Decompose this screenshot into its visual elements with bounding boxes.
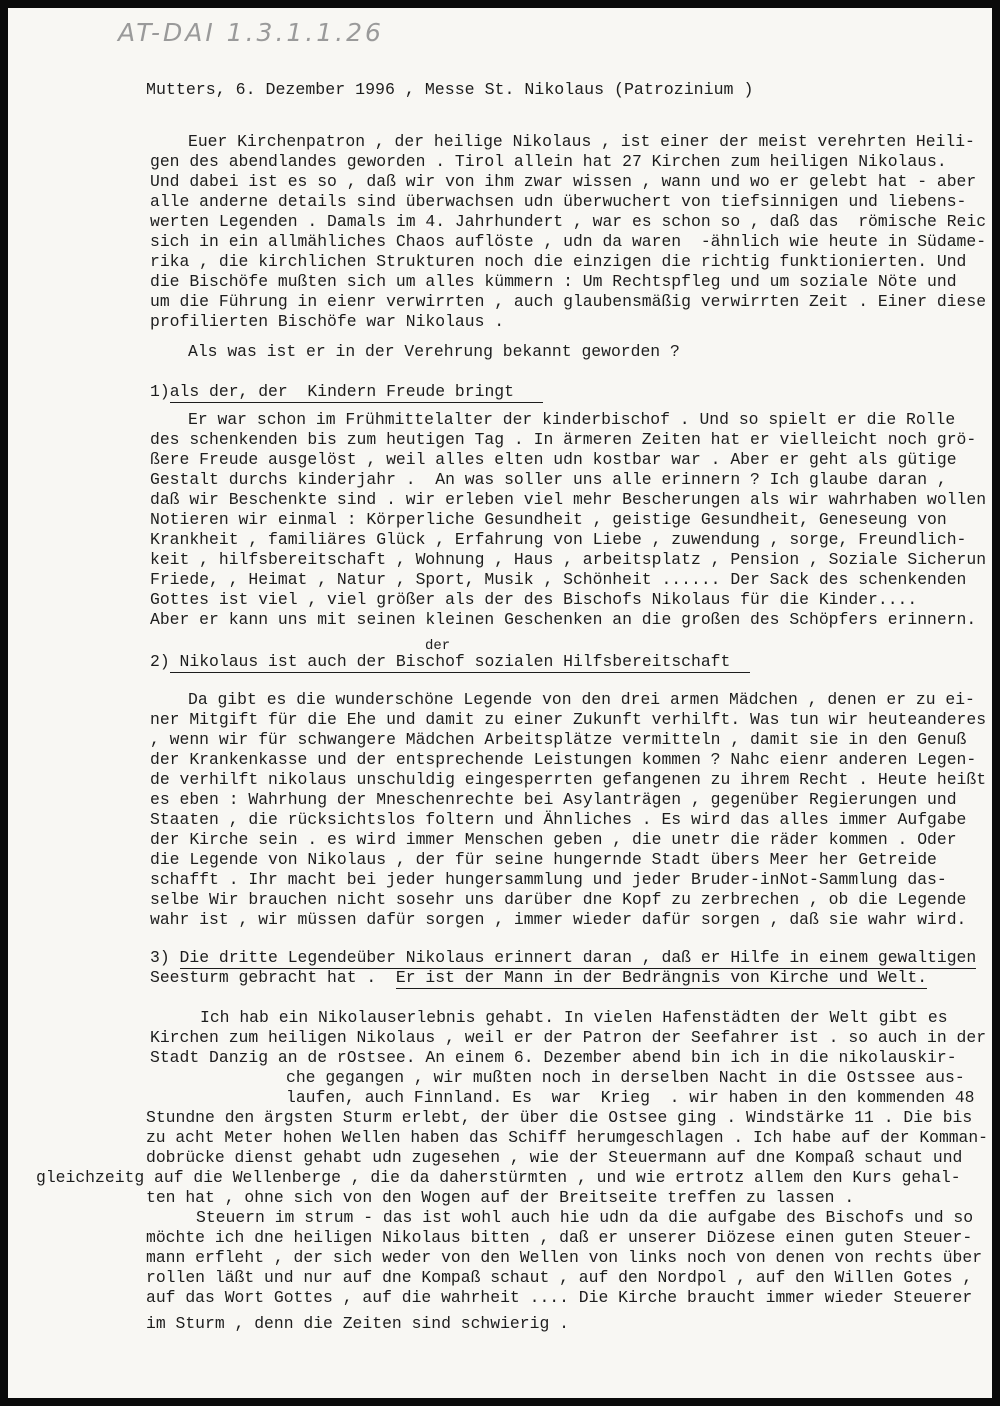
text-line: rollen läßt und nur auf dne Kompaß schaut , auf den Nordpol , auf den Willen Gotes ,	[146, 1268, 973, 1287]
text-line: die Legende von Nikolaus , der für seine hungernde Stadt übers Meer her Getreide	[150, 850, 937, 869]
text-line: möchte ich dne heiligen Nikolaus bitten , daß er unserer Diözese einen guten Steuer-	[146, 1228, 973, 1247]
text-line: rika , die kirchlichen Strukturen noch die einzigen die richtig funktionierten. Und	[150, 252, 967, 271]
section-title: Die dritte Legendeüber Nikolaus erinnert daran , daß er Hilfe in einem gewaltigen	[179, 948, 977, 967]
section-heading-2	[150, 652, 750, 672]
text-line: alle anderne details sind überwachsen udn überwuchert von tiefsinnigen und liebens-	[150, 192, 967, 211]
text-line: um die Führung in eienr verwirrten , auch glaubensmäßig verwirrten Zeit . Einer diese	[150, 292, 987, 311]
text-line: Stadt Danzig an de rOstsee. An einem 6. Dezember abend bin ich in die nikolauskir-	[150, 1048, 957, 1067]
text-line: Steuern im strum - das ist wohl auch hie udn da die aufgabe des Bischofs und so	[196, 1208, 974, 1227]
text-line: Gottes ist viel , viel größer als der des Bischofs Nikolaus für die Kinder....	[150, 590, 918, 609]
section-title: Nikolaus ist auch der Bischof sozialen Hilfsbereitschaft	[169, 652, 751, 671]
text-line: , wenn wir für schwangere Mädchen Arbeitsplätze vermitteln , damit sie in den Genuß	[150, 730, 967, 749]
section-number: 1)	[150, 382, 170, 401]
text-line: mann erfleht , der sich weder von den Wellen von links noch von denen von rechts über	[146, 1248, 983, 1267]
text-line: ner Mitgift für die Ehe und damit zu einer Zukunft verhilft. Was tun wir heuteanderes	[150, 710, 987, 729]
section-heading-1	[150, 382, 543, 402]
text-line: Kirchen zum heiligen Nikolaus , weil er der Patron der Seefahrer ist . so auch in der	[150, 1028, 987, 1047]
section-emphasis: Er ist der Mann in der Bedrängnis von Kirche und Welt.	[395, 968, 928, 987]
text-line: laufen, auch Finnland. Es war Krieg . wir haben in den kommenden 48	[286, 1088, 975, 1107]
section-heading-3-continued	[150, 968, 927, 988]
question-line: Als was ist er in der Verehrung bekannt geworden ?	[188, 342, 680, 361]
archive-reference: AT-DAI 1.3.1.1.26	[118, 18, 384, 47]
text-line: Er war schon im Frühmittelalter der kinderbischof . Und so spielt er die Rolle	[188, 410, 956, 429]
text-line: es eben : Wahrhung der Mneschenrechte bei Asylanträgen , gegenüber Regierungen und	[150, 790, 957, 809]
text-line: profilierten Bischöfe war Nikolaus .	[150, 312, 505, 331]
text-line: auf das Wort Gottes , auf die wahrheit .... Die Kirche braucht immer wieder Steuerer	[146, 1288, 973, 1307]
text-line: selbe Wir brauchen nicht sosehr uns darüber dne Kopf zu zerbrechen , ob die Legende	[150, 890, 967, 909]
text-line: des schenkenden bis zum heutigen Tag . In ärmeren Zeiten hat er vielleicht noch grö-	[150, 430, 977, 449]
text-line: Euer Kirchenpatron , der heilige Nikolaus , ist einer der meist verehrten Heili-	[188, 132, 975, 151]
text-line: Notieren wir einmal : Körperliche Gesundheit , geistige Gesundheit, Geneseung von	[150, 510, 947, 529]
section-number: 2)	[150, 652, 170, 671]
text-line: wahr ist , wir müssen dafür sorgen , immer wieder dafür sorgen , daß sie wahr wird.	[150, 910, 967, 929]
text-line: ßere Freude ausgelöst , weil alles elten udn kostbar war . Aber er geht als gütige	[150, 450, 957, 469]
document-title: Mutters, 6. Dezember 1996 , Messe St. Nikolaus (Patrozinium )	[146, 80, 754, 99]
section-title: als der, der Kindern Freude bringt	[169, 382, 544, 401]
text-line: che gegangen , wir mußten noch in derselben Nacht in die Ostssee aus-	[286, 1068, 965, 1087]
text-line: Ich hab ein Nikolauserlebnis gehabt. In vielen Hafenstädten der Welt gibt es	[200, 1008, 948, 1027]
text-line: Friede, , Heimat , Natur , Sport, Musik , Schönheit ...... Der Sack des schenkenden	[150, 570, 967, 589]
text-line: ten hat , ohne sich von den Wogen auf der Breitseite treffen zu lassen .	[146, 1188, 855, 1207]
text-line: der Kirche sein . es wird immer Menschen geben , die unetr die räder kommen . Oder	[150, 830, 957, 849]
text-line: Aber er kann uns mit seinen kleinen Geschenken an die großen des Schöpfers erinnern.	[150, 610, 977, 629]
text-line: Da gibt es die wunderschöne Legende von den drei armen Mädchen , denen er zu ei-	[188, 690, 975, 709]
text-line: Und dabei ist es so , daß wir von ihm zwar wissen , wann und wo er gelebt hat - aber	[150, 172, 977, 191]
text-line: zu acht Meter hohen Wellen haben das Schiff herumgeschlagen . Ich habe auf der Komman-	[146, 1128, 988, 1147]
text-line: keit , hilfsbereitschaft , Wohnung , Haus , arbeitsplatz , Pension , Soziale Sicherun	[150, 550, 987, 569]
text-line: Staaten , die rücksichtslos foltern und Ähnliches . Es wird das alles immer Aufgabe	[150, 810, 967, 829]
document-page	[8, 8, 992, 1398]
text-line: werten Legenden . Damals im 4. Jahrhundert , war es schon so , daß das römische Reic	[150, 212, 987, 231]
text-line: der Krankenkasse und der entsprechende Leistungen kommen ? Nahc eienr anderen Legen-	[150, 750, 977, 769]
text-line: die Bischöfe mußten sich um alles kümmern : Um Rechtspfleg und um soziale Nöte und	[150, 272, 957, 291]
section-number: 3)	[150, 948, 180, 967]
text-line: schafft . Ihr macht bei jeder hungersammlung und jeder Bruder-inNot-Sammlung das-	[150, 870, 947, 889]
text-line: Stundne den ärgsten Sturm erlebt, der über die Ostsee ging . Windstärke 11 . Die bis	[146, 1108, 973, 1127]
inserted-word: der	[425, 638, 451, 654]
text-line: de verhilft nikolaus unschuldig eingesperrten gefangenen zu ihrem Recht . Heute heißt	[150, 770, 987, 789]
text-line: im Sturm , denn die Zeiten sind schwierig .	[146, 1314, 569, 1333]
text-line: dobrücke dienst gehabt udn zugesehen , wie der Steuermann auf dne Kompaß schaut und	[146, 1148, 963, 1167]
text-line: Krankheit , familiäres Glück , Erfahrung von Liebe , zuwendung , sorge, Freundlich-	[150, 530, 967, 549]
text-line: sich in ein allmähliches Chaos auflöste , udn da waren -ähnlich wie heute in Südame-	[150, 232, 987, 251]
section-heading-3	[150, 948, 976, 968]
text-line: gen des abendlandes geworden . Tirol allein hat 27 Kirchen zum heiligen Nikolaus.	[150, 152, 947, 171]
text-line: gleichzeitg auf die Wellenberge , die da daherstürmten , und wie ertrotz allem den Kurs gehal-	[36, 1168, 961, 1187]
text-line: Gestalt durchs kinderjahr . An was soller uns alle erinnern ? Ich glaube daran ,	[150, 470, 947, 489]
text-line: daß wir Beschenkte sind . wir erleben viel mehr Bescherungen als wir wahrhaben wollen	[150, 490, 987, 509]
section-text: Seesturm gebracht hat .	[150, 968, 396, 987]
